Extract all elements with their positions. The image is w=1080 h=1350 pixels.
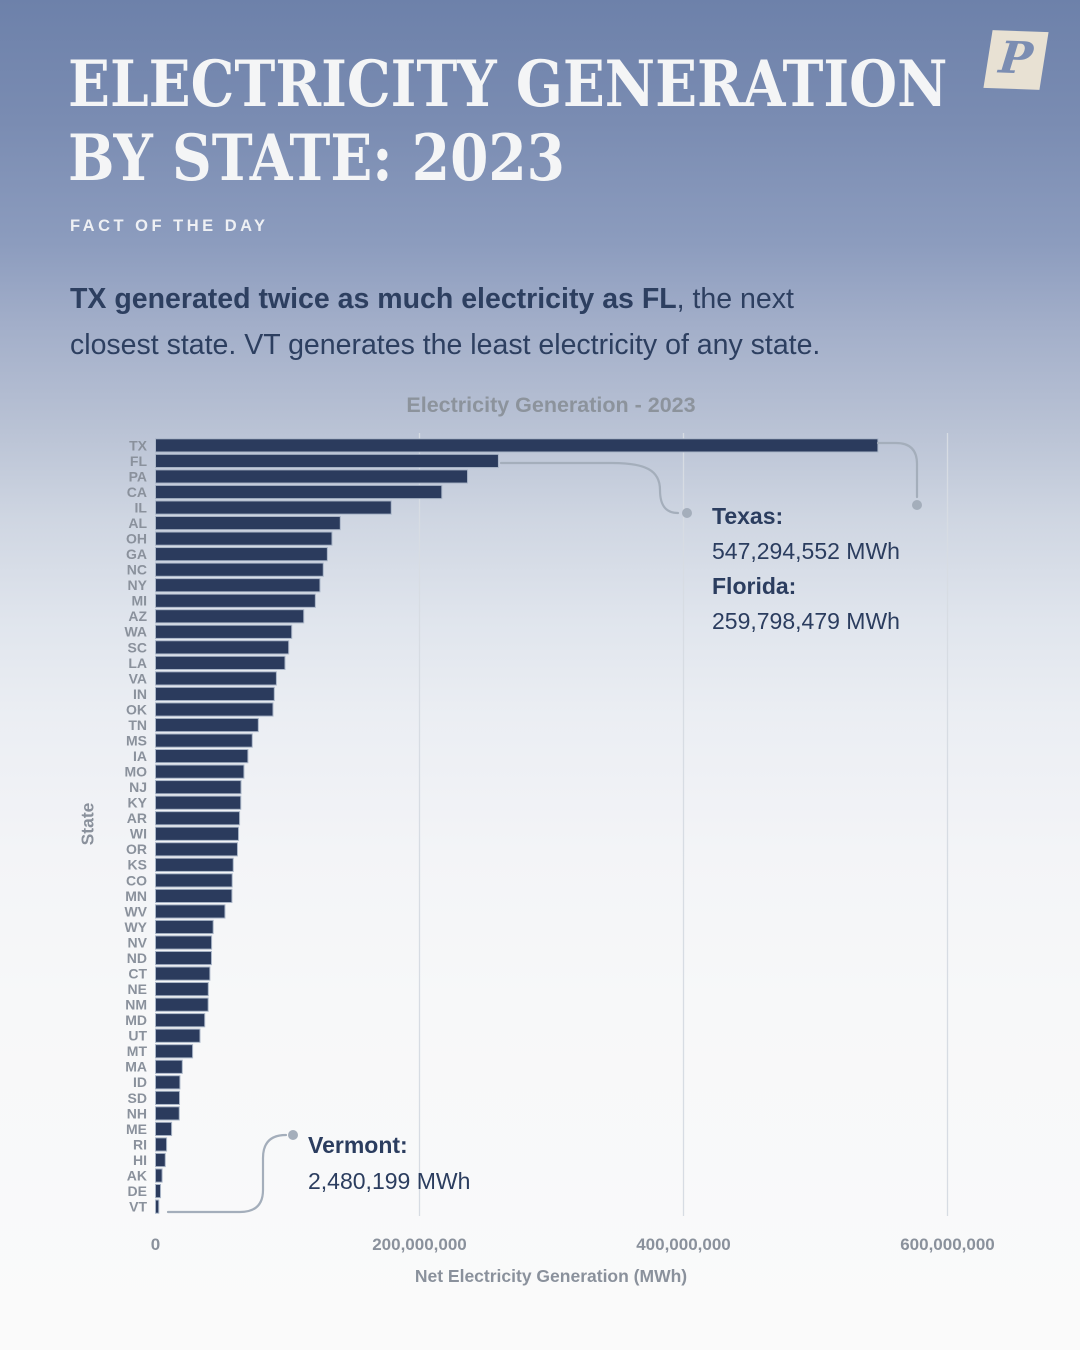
- logo-letter: P: [997, 32, 1036, 85]
- bar-CO: [156, 874, 233, 887]
- bar-FL: [156, 454, 499, 467]
- bar-LA: [156, 656, 285, 669]
- bar-NM: [156, 998, 209, 1011]
- y-tick-KS: KS: [127, 856, 147, 873]
- y-tick-WY: WY: [124, 918, 147, 935]
- y-tick-ID: ID: [133, 1074, 147, 1091]
- annotation-vermont: [308, 1127, 470, 1199]
- y-tick-OR: OR: [126, 841, 147, 858]
- y-tick-WI: WI: [129, 825, 147, 842]
- y-tick-AK: AK: [126, 1167, 147, 1184]
- bar-MS: [156, 734, 253, 747]
- bar-MO: [156, 765, 244, 778]
- bar-MT: [156, 1045, 193, 1058]
- y-tick-VA: VA: [128, 670, 147, 687]
- bar-OR: [156, 843, 238, 856]
- y-tick-NJ: NJ: [129, 779, 147, 796]
- callout-vermont-dot: [288, 1130, 298, 1140]
- bar-WY: [156, 920, 214, 933]
- bar-MA: [156, 1060, 183, 1073]
- bar-GA: [156, 548, 328, 561]
- y-tick-SC: SC: [127, 639, 147, 656]
- y-tick-WV: WV: [124, 903, 147, 920]
- bar-NH: [156, 1107, 180, 1120]
- callout-texas-dot: [912, 500, 922, 510]
- y-tick-MN: MN: [125, 887, 147, 904]
- y-tick-NY: NY: [127, 577, 147, 594]
- kicker-label: FACT OF THE DAY: [70, 217, 269, 235]
- annotation-texas-value: 547,294,552 MWh: [712, 538, 900, 564]
- y-tick-FL: FL: [129, 452, 147, 469]
- y-tick-NH: NH: [126, 1105, 147, 1122]
- annotation-vermont-label: Vermont:: [308, 1132, 408, 1158]
- y-tick-HI: HI: [133, 1151, 147, 1168]
- y-tick-MT: MT: [126, 1043, 147, 1060]
- y-tick-ND: ND: [126, 949, 147, 966]
- bar-OK: [156, 703, 273, 716]
- chart-title: Electricity Generation - 2023: [406, 393, 696, 417]
- bar-UT: [156, 1029, 200, 1042]
- y-axis-title: State: [77, 802, 98, 846]
- bar-NJ: [156, 781, 242, 794]
- y-tick-NV: NV: [127, 934, 147, 951]
- fact-text-bold: TX generated twice as much electricity as FL: [70, 283, 677, 315]
- y-tick-MA: MA: [125, 1058, 147, 1075]
- bar-MI: [156, 594, 316, 607]
- bar-NE: [156, 983, 209, 996]
- callout-texas-line: [878, 443, 917, 497]
- y-tick-IN: IN: [133, 685, 147, 702]
- annotation-vermont-value: 2,480,199 MWh: [308, 1168, 471, 1194]
- bar-TX: [156, 439, 878, 452]
- page-title-line2: BY STATE: 2023: [68, 121, 565, 196]
- y-tick-MD: MD: [125, 1012, 147, 1029]
- y-tick-NC: NC: [126, 561, 147, 578]
- bar-KY: [156, 796, 241, 809]
- bar-KS: [156, 858, 234, 871]
- fact-text-line2: closest state. VT generates the least electricity of any state.: [70, 329, 821, 361]
- y-tick-IL: IL: [134, 499, 147, 516]
- y-tick-NM: NM: [125, 996, 147, 1013]
- callout-vermont-line: [168, 1135, 286, 1212]
- y-tick-UT: UT: [128, 1027, 147, 1044]
- y-tick-CO: CO: [126, 872, 147, 889]
- bar-AK: [156, 1169, 163, 1182]
- callout-florida-line: [501, 463, 678, 513]
- x-tick-0: 0: [150, 1235, 161, 1254]
- bar-NY: [156, 579, 320, 592]
- bar-ID: [156, 1076, 180, 1089]
- bar-VA: [156, 672, 277, 685]
- bar-RI: [156, 1138, 167, 1151]
- y-tick-AR: AR: [126, 810, 147, 827]
- bar-VT: [156, 1200, 159, 1213]
- y-tick-VT: VT: [129, 1198, 147, 1215]
- annotation-texas-label: Texas:: [712, 503, 784, 529]
- y-tick-OK: OK: [126, 701, 147, 718]
- x-tick-600,000,000: 600,000,000: [900, 1235, 995, 1254]
- y-tick-MS: MS: [126, 732, 147, 749]
- y-tick-TN: TN: [128, 716, 147, 733]
- y-tick-SD: SD: [127, 1089, 147, 1106]
- bar-DE: [156, 1184, 161, 1197]
- y-tick-LA: LA: [128, 654, 147, 671]
- y-tick-GA: GA: [126, 546, 147, 563]
- bar-WA: [156, 625, 292, 638]
- bar-IA: [156, 750, 248, 763]
- bar-CT: [156, 967, 210, 980]
- bar-AR: [156, 812, 240, 825]
- annotation-florida-value: 259,798,479 MWh: [712, 608, 900, 634]
- bar-AZ: [156, 610, 304, 623]
- y-tick-OH: OH: [126, 530, 147, 547]
- y-tick-TX: TX: [129, 437, 147, 454]
- bar-IL: [156, 501, 392, 514]
- bar-TN: [156, 718, 259, 731]
- y-tick-PA: PA: [128, 468, 147, 485]
- bar-IN: [156, 687, 275, 700]
- bar-SD: [156, 1091, 180, 1104]
- bar-MN: [156, 889, 232, 902]
- callout-florida-dot: [682, 508, 692, 518]
- bar-AL: [156, 516, 341, 529]
- bar-CA: [156, 485, 442, 498]
- y-tick-KY: KY: [127, 794, 147, 811]
- x-axis-title: Net Electricity Generation (MWh): [414, 1266, 688, 1286]
- bar-SC: [156, 641, 289, 654]
- y-tick-IA: IA: [133, 748, 147, 764]
- y-tick-AZ: AZ: [128, 608, 147, 625]
- bar-HI: [156, 1153, 166, 1166]
- fact-text-rest: , the next: [676, 283, 794, 315]
- y-tick-RI: RI: [133, 1136, 147, 1153]
- y-tick-WA: WA: [124, 623, 147, 640]
- y-tick-CA: CA: [126, 483, 147, 500]
- bar-PA: [156, 470, 468, 483]
- y-tick-NE: NE: [127, 981, 147, 998]
- x-tick-200,000,000: 200,000,000: [372, 1235, 467, 1254]
- y-tick-ME: ME: [126, 1120, 147, 1137]
- y-tick-MO: MO: [124, 763, 147, 780]
- bar-WV: [156, 905, 225, 918]
- x-tick-400,000,000: 400,000,000: [636, 1235, 731, 1254]
- annotation-texas-florida: [712, 499, 900, 639]
- bar-ME: [156, 1122, 172, 1135]
- bar-ND: [156, 951, 212, 964]
- y-tick-DE: DE: [127, 1182, 147, 1199]
- page-title-line1: ELECTRICITY GENERATION: [68, 47, 948, 122]
- bar-WI: [156, 827, 239, 840]
- y-tick-CT: CT: [128, 965, 147, 982]
- bar-NC: [156, 563, 324, 576]
- annotation-florida-label: Florida:: [712, 573, 797, 599]
- y-tick-MI: MI: [131, 592, 147, 609]
- bar-NV: [156, 936, 212, 949]
- bar-MD: [156, 1014, 205, 1027]
- bar-OH: [156, 532, 332, 545]
- y-tick-AL: AL: [128, 514, 147, 531]
